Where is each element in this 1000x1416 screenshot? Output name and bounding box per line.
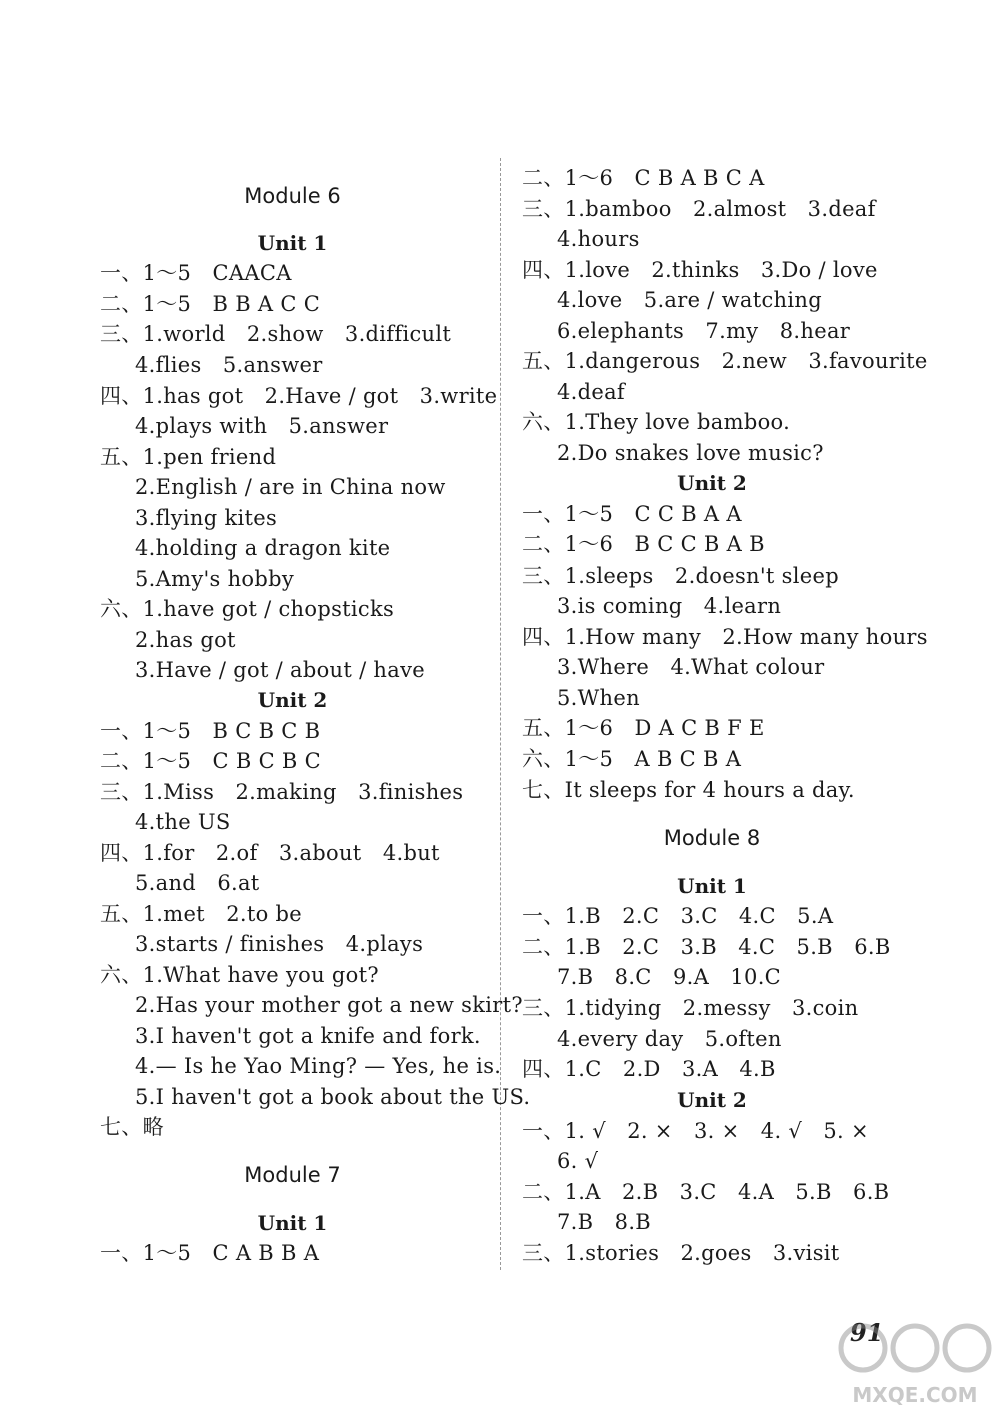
answer-line: 2.Has your mother got a new skirt? [135,993,523,1017]
answer-line: 五、1.pen friend [100,445,277,469]
module-8-unit-1-heading: Unit 1 [677,874,747,898]
answer-line: 一、1～5 B C B C B [100,719,321,743]
answer-line: 4.plays with 5.answer [135,414,389,438]
answer-line: 三、1.bamboo 2.almost 3.deaf [522,197,876,221]
module-6-heading: Module 6 [244,184,341,208]
answer-line: 三、1.tidying 2.messy 3.coin [522,996,859,1020]
answer-line: 五、1～6 D A C B F E [522,716,765,740]
answer-line: 七、略 [100,1115,164,1139]
answer-line: 三、1.sleeps 2.doesn't sleep [522,564,839,588]
answer-line: 五、1.met 2.to be [100,902,302,926]
answer-line: 二、1～6 B C C B A B [522,532,765,556]
answer-line: 四、1.C 2.D 3.A 4.B [522,1057,776,1081]
answer-line: 六、1.They love bamboo. [522,410,791,434]
answer-line: 7.B 8.C 9.A 10.C [557,965,782,989]
answer-line: 五、1.dangerous 2.new 3.favourite [522,349,928,373]
module-7-heading: Module 7 [244,1163,341,1187]
answer-line: 六、1.What have you got? [100,963,379,987]
page-number: 91 [850,1318,884,1347]
answer-line: 三、1.stories 2.goes 3.visit [522,1241,840,1265]
answer-line: 3.flying kites [135,506,278,530]
answer-line: 4.love 5.are / watching [557,288,822,312]
answer-line: 一、1～5 CAACA [100,261,292,285]
answer-line: 4.flies 5.answer [135,353,323,377]
answer-line: 四、1.for 2.of 3.about 4.but [100,841,440,865]
answer-line: 六、1.have got / chopsticks [100,597,395,621]
answer-line: 二、1.B 2.C 3.B 4.C 5.B 6.B [522,935,891,959]
answer-line: 3.I haven't got a knife and fork. [135,1024,481,1048]
answer-line: 2.English / are in China now [135,475,446,499]
answer-line: 5.When [557,686,640,710]
answer-line: 3.Where 4.What colour [557,655,825,679]
answer-line: 3.is coming 4.learn [557,594,782,618]
answer-line: 二、1～5 C B C B C [100,749,321,773]
answer-line: 3.Have / got / about / have [135,658,425,682]
answer-line: 6.elephants 7.my 8.hear [557,319,851,343]
answer-line: 二、1～6 C B A B C A [522,166,765,190]
watermark-text: MXQE.COM [852,1383,978,1407]
answer-line: 二、1.A 2.B 3.C 4.A 5.B 6.B [522,1180,890,1204]
answer-line: 4.hours [557,227,640,251]
answer-line: 一、1. √ 2. × 3. × 4. √ 5. × [522,1119,869,1143]
answer-line: 4.the US [135,810,231,834]
answer-line: 5.Amy's hobby [135,567,295,591]
answer-line: 三、1.Miss 2.making 3.finishes [100,780,464,804]
module-8-unit-2-heading: Unit 2 [677,1088,747,1112]
answer-line: 6. √ [557,1149,599,1173]
answer-line: 四、1.How many 2.How many hours [522,625,928,649]
answer-line: 四、1.has got 2.Have / got 3.write [100,384,498,408]
answer-line: 5.I haven't got a book about the US. [135,1085,531,1109]
answer-line: 4.deaf [557,380,625,404]
answer-line: 4.— Is he Yao Ming? — Yes, he is. [135,1054,502,1078]
module-6-unit-2-heading: Unit 2 [257,688,328,712]
answer-line: 3.starts / finishes 4.plays [135,932,424,956]
answer-line: 4.holding a dragon kite [135,536,391,560]
answer-line: 四、1.love 2.thinks 3.Do / love [522,258,878,282]
module-6-unit-1-heading: Unit 1 [257,231,328,255]
watermark-logo-icon [835,1310,995,1410]
module-7-unit-2-heading: Unit 2 [677,471,747,495]
answer-line: 2.has got [135,628,236,652]
answer-line: 一、1～5 C C B A A [522,502,742,526]
answer-line: 二、1～5 B B A C C [100,292,321,316]
module-7-unit-1-heading: Unit 1 [257,1211,328,1235]
answer-line: 七、It sleeps for 4 hours a day. [522,778,855,802]
answer-line: 三、1.world 2.show 3.difficult [100,322,452,346]
answer-line: 2.Do snakes love music? [557,441,824,465]
answer-line: 4.every day 5.often [557,1027,782,1051]
answer-line: 六、1～5 A B C B A [522,747,742,771]
answer-line: 一、1～5 C A B B A [100,1241,320,1265]
answer-line: 一、1.B 2.C 3.C 4.C 5.A [522,904,834,928]
answer-line: 5.and 6.at [135,871,260,895]
module-8-heading: Module 8 [663,826,761,850]
answer-line: 7.B 8.B [557,1210,652,1234]
